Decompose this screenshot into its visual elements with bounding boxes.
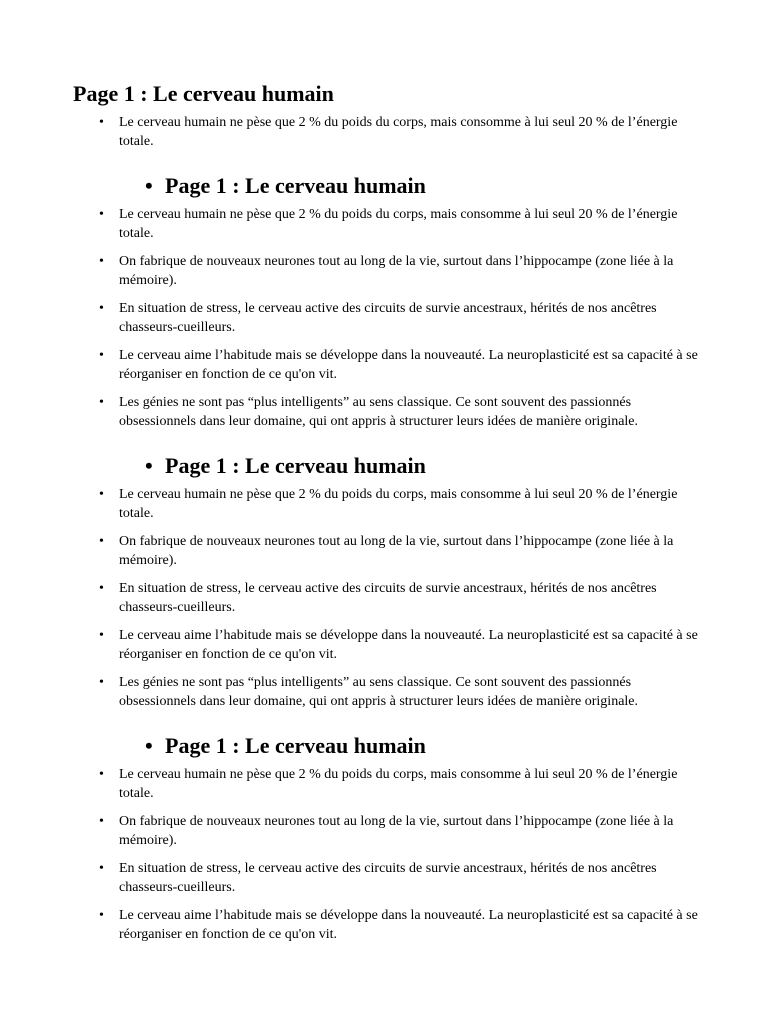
list-item xyxy=(0,626,768,664)
list-item xyxy=(0,673,768,711)
bullet-icon: • xyxy=(145,453,153,478)
list-item xyxy=(0,485,768,523)
list-item xyxy=(0,299,768,337)
bullet-icon: • xyxy=(99,115,104,130)
bullet-list xyxy=(0,113,768,160)
list-item xyxy=(0,859,768,897)
bullet-icon: • xyxy=(99,767,104,782)
bullet-icon: • xyxy=(99,534,104,549)
list-item xyxy=(0,113,768,151)
list-item xyxy=(0,579,768,617)
list-item-text: Le cerveau aime l’habitude mais se développe dans la nouveauté. La neuroplasticité est sa capacité à se réorganiser en fonction de ce qu'on vit. xyxy=(119,628,698,662)
bullet-list xyxy=(0,485,768,720)
list-item-text: Le cerveau humain ne pèse que 2 % du poids du corps, mais consomme à lui seul 20 % de l’énergie totale. xyxy=(119,115,678,149)
section-heading-text: Page 1 : Le cerveau humain xyxy=(165,173,426,198)
bullet-icon: • xyxy=(99,814,104,829)
list-item-text: Les génies ne sont pas “plus intelligents” au sens classique. Ce sont souvent des passionnés obsessionnels dans leur domaine, qui ont appris à structurer leurs idées de manière originale. xyxy=(119,675,639,709)
list-item-text: Les génies ne sont pas “plus intelligents” au sens classique. Ce sont souvent des passionnés obsessionnels dans leur domaine, qui ont appris à structurer leurs idées de manière originale. xyxy=(119,395,639,429)
bullet-icon: • xyxy=(99,487,104,502)
list-item-text: En situation de stress, le cerveau active des circuits de survie ancestraux, hérités de nos ancêtres chasseurs-cueilleurs. xyxy=(119,301,657,335)
section-heading xyxy=(145,732,426,760)
list-item xyxy=(0,906,768,944)
bullet-list xyxy=(0,205,768,440)
bullet-icon: • xyxy=(145,733,153,758)
list-item-text: On fabrique de nouveaux neurones tout au long de la vie, surtout dans l’hippocampe (zone liée à la mémoire). xyxy=(119,814,674,848)
section-heading-text: Page 1 : Le cerveau humain xyxy=(165,733,426,758)
bullet-icon: • xyxy=(99,675,104,690)
section-heading-text: Page 1 : Le cerveau humain xyxy=(165,453,426,478)
bullet-icon: • xyxy=(99,861,104,876)
list-item xyxy=(0,532,768,570)
bullet-icon: • xyxy=(99,581,104,596)
bullet-icon: • xyxy=(145,173,153,198)
bullet-icon: • xyxy=(99,254,104,269)
section-heading xyxy=(145,452,426,480)
list-item xyxy=(0,346,768,384)
list-item-text: On fabrique de nouveaux neurones tout au long de la vie, surtout dans l’hippocampe (zone liée à la mémoire). xyxy=(119,534,674,568)
bullet-icon: • xyxy=(99,301,104,316)
list-item-text: Le cerveau aime l’habitude mais se développe dans la nouveauté. La neuroplasticité est sa capacité à se réorganiser en fonction de ce qu'on vit. xyxy=(119,348,698,382)
bullet-icon: • xyxy=(99,207,104,222)
list-item-text: Le cerveau humain ne pèse que 2 % du poids du corps, mais consomme à lui seul 20 % de l’énergie totale. xyxy=(119,487,678,521)
list-item-text: Le cerveau humain ne pèse que 2 % du poids du corps, mais consomme à lui seul 20 % de l’énergie totale. xyxy=(119,767,678,801)
bullet-icon: • xyxy=(99,908,104,923)
list-item xyxy=(0,252,768,290)
list-item xyxy=(0,765,768,803)
list-item xyxy=(0,393,768,431)
list-item-text: Le cerveau aime l’habitude mais se développe dans la nouveauté. La neuroplasticité est sa capacité à se réorganiser en fonction de ce qu'on vit. xyxy=(119,908,698,942)
list-item xyxy=(0,812,768,850)
bullet-list xyxy=(0,765,768,953)
list-item-text: Le cerveau humain ne pèse que 2 % du poids du corps, mais consomme à lui seul 20 % de l’énergie totale. xyxy=(119,207,678,241)
page-title: Page 1 : Le cerveau humain xyxy=(73,81,334,106)
section-heading xyxy=(145,172,426,200)
bullet-icon: • xyxy=(99,628,104,643)
list-item-text: En situation de stress, le cerveau active des circuits de survie ancestraux, hérités de nos ancêtres chasseurs-cueilleurs. xyxy=(119,861,657,895)
list-item-text: On fabrique de nouveaux neurones tout au long de la vie, surtout dans l’hippocampe (zone liée à la mémoire). xyxy=(119,254,674,288)
list-item xyxy=(0,205,768,243)
bullet-icon: • xyxy=(99,395,104,410)
list-item-text: En situation de stress, le cerveau active des circuits de survie ancestraux, hérités de nos ancêtres chasseurs-cueilleurs. xyxy=(119,581,657,615)
bullet-icon: • xyxy=(99,348,104,363)
